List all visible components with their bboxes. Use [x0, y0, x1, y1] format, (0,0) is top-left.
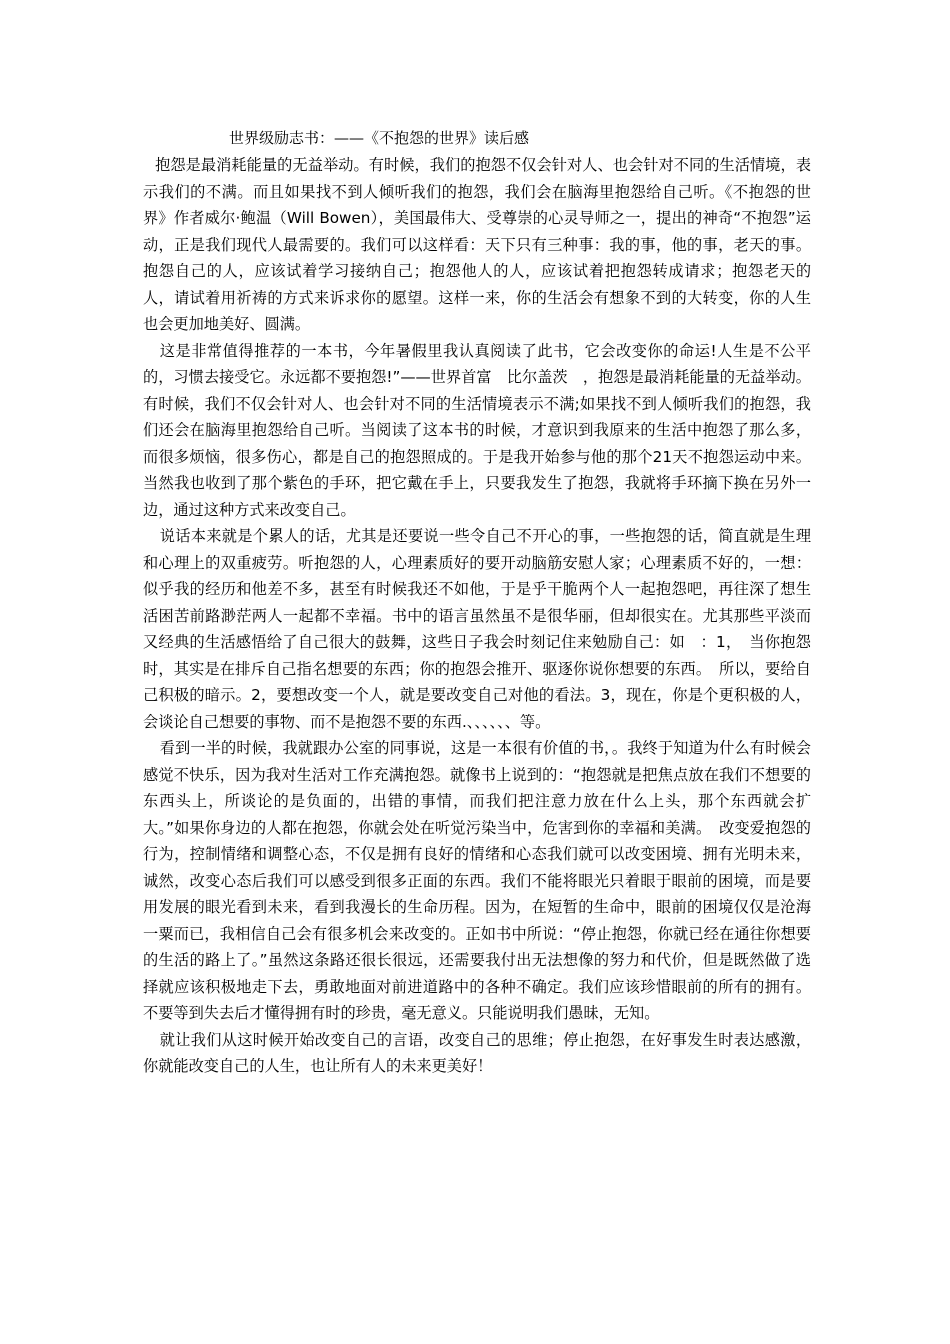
document-body — [143, 152, 811, 1080]
document-title: 世界级励志书：——《不抱怨的世界》读后感 — [229, 129, 530, 147]
paragraph-1: 抱怨是最消耗能量的无益举动。有时候，我们的抱怨不仅会针对人、也会针对不同的生活情境，表示我们的不满。而且如果找不到人倾听我们的抱怨，我们会在脑海里抱怨给自己听。《不抱怨的世界》作者威尔·鲍温（Will Bowen），美国最伟大、受尊崇的心灵导师之一，提出的神奇“不抱怨”运动，正是我们现代人最需要的。我们可以这样看：天下只有三种事：我的事，他的事，老天的事。抱怨自己的人，应该试着学习接纳自己；抱怨他人的人，应该试着把抱怨转成请求；抱怨老天的人，请试着用祈祷的方式来诉求你的愿望。这样一来，你的生活会有想象不到的大转变，你的人生也会更加地美好、圆满。 — [143, 156, 811, 333]
paragraph-3: 说话本来就是个累人的话，尤其是还要说一些令自己不开心的事，一些抱怨的话，简直就是生理和心理上的双重疲劳。听抱怨的人，心理素质好的要开动脑筋安慰人家；心理素质不好的，一想：似乎我的经历和他差不多，甚至有时候我还不如他，于是乎干脆两个人一起抱怨吧，再往深了想生活困苦前路渺茫两人一起都不幸福。书中的语言虽然虽不是很华丽，但却很实在。尤其那些平淡而又经典的生活感悟给了自己很大的鼓舞，这些日子我会时刻记住来勉励自己：如 ：1， 当你抱怨时，其实是在排斥自己指名想要的东西；你的抱怨会推开、驱逐你说你想要的东西。 所以，要给自己积极的暗示。2，要想改变一个人，就是要改变自己对他的看法。3，现在，你是个更积极的人，会谈论自己想要的事物、而不是抱怨不要的东西.、、、、、、等。 — [143, 527, 811, 731]
paragraph-5: 就让我们从这时候开始改变自己的言语，改变自己的思维；停止抱怨，在好事发生时表达感激，你就能改变自己的人生，也让所有人的未来更美好！ — [143, 1030, 811, 1075]
paragraph-2: 这是非常值得推荐的一本书，今年暑假里我认真阅读了此书，它会改变你的命运!人生是不公平的，习惯去接受它。永远都不要抱怨!”——世界首富 比尔盖茨 ，抱怨是最消耗能量的无益举动。有时候，我们不仅会针对人、也会针对不同的生活情境表示不满;如果找不到人倾听我们的抱怨，我们还会在脑海里抱怨给自己听。当阅读了这本书的时候，才意识到我原来的生活中抱怨了那么多，而很多烦恼，很多伤心，都是自己的抱怨照成的。于是我开始参与他的那个21天不抱怨运动中来。当然我也收到了那个紫色的手环，把它戴在手上，只要我发生了抱怨，我就将手环摘下换在另外一边，通过这种方式来改变自己。 — [143, 341, 811, 519]
paragraph-4: 看到一半的时候，我就跟办公室的同事说，这是一本很有价值的书，。我终于知道为什么有时候会感觉不快乐，因为我对生活对工作充满抱怨。就像书上说到的：“抱怨就是把焦点放在我们不想要的东西头上，所谈论的是负面的，出错的事情，而我们把注意力放在什么上头，那个东西就会扩大。”如果你身边的人都在抱怨，你就会处在听觉污染当中，危害到你的幸福和美满。 改变爱抱怨的行为，控制情绪和调整心态，不仅是拥有良好的情绪和心态我们就可以改变困境、拥有光明未来，诚然，改变心态后我们可以感受到很多正面的东西。我们不能将眼光只着眼于眼前的困境，而是要用发展的眼光看到未来，看到我漫长的生命历程。因为，在短暂的生命中，眼前的困境仅仅是沧海一粟而已，我相信自己会有很多机会来改变的。正如书中所说：“停止抱怨，你就已经在通往你想要的生活的路上了。”虽然这条路还很长很远，还需要我付出无法想像的努力和代价，但是既然做了选择就应该积极地走下去，勇敢地面对前进道路中的各种不确定。我们应该珍惜眼前的所有的拥有。不要等到失去后才懂得拥有时的珍贵，毫无意义。只能说明我们愚昧，无知。 — [143, 739, 811, 1022]
